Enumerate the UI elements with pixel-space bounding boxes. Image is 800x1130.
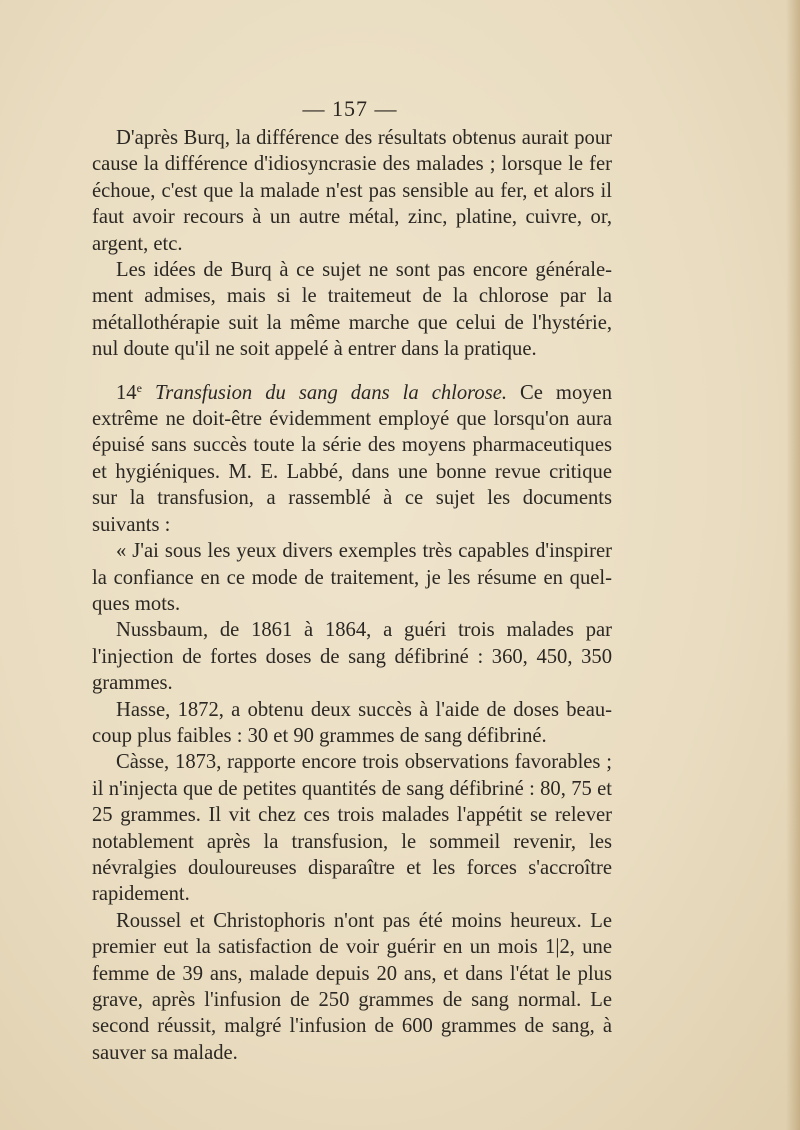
body-text [92,125,612,1066]
section-transfusion [92,375,612,538]
section-number: 14 [116,381,137,404]
section-number-suffix: e [136,380,142,395]
paragraph-nussbaum: Nussbaum, de 1861 à 1864, a guéri trois malades par l'injection de fortes doses de sang défibriné : 360, 450, 350 grammes. [92,619,612,695]
paragraph-burq-ideas: Les idées de Burq à ce sujet ne sont pas encore généralement admises, mais si le traitemeut de la chlorose par la métallothérapie suit la même marche que celui de l'hystérie, nul doute qu'il ne soit appelé à entrer dans la pratique. [92,259,612,361]
page-edge-shadow [786,0,800,1130]
paragraph-hasse: Hasse, 1872, a obtenu deux succès à l'aide de doses beaucoup plus faibles : 30 et 90 grammes de sang défibriné. [92,698,612,747]
paragraph-casse: Càsse, 1873, rapporte encore trois observations favorables ; il n'injecta que de petites quantités de sang défibriné : 80, 75 et 25 grammes. Il vit chez ces trois malades l'appétit se relever notablement après la transfusion, le sommeil revenir, les névralgies douloureuses disparaître et les forces s'accroître rapidement. [92,751,612,906]
paragraph-roussel: Roussel et Christophoris n'ont pas été moins heureux. Le premier eut la satisfaction de voir guérir en un mois 1|2, une femme de 39 ans, malade depuis 20 ans, et dans l'état le plus grave, après l'infusion de 250 grammes de sang normal. Le second réussit, malgré l'infusion de 600 grammes de sang, à sauver sa malade. [92,909,612,1064]
page-number: — 157 — [302,96,398,121]
section-text: Ce moyen extrême ne doit-être évidemment employé que lorsqu'on aura épuisé sans succès toute la série des moyens pharmaceutiques et hygiéniques. M. E. Labbé, dans une bonne revue critique sur la transfusion, a rassemblé à ce sujet les documents suivants : [92,381,612,536]
section-title: Transfusion du sang dans la chlorose. [154,381,508,404]
paragraph-burq-idiosyncrasy: D'après Burq, la différence des résultats obtenus aurait pour cause la différence d'idiosyncrasie des malades ; lorsque le fer échoue, c'est que la malade n'est pas sensible au fer, et alors il faut avoir recours à un autre métal, zinc, platine, cuivre, or, argent, etc. [92,127,612,255]
paragraph-quote-intro: « J'ai sous les yeux divers exemples très capables d'inspirer la confiance en ce mode de traitement, je les résume en quelques mots. [92,540,612,615]
